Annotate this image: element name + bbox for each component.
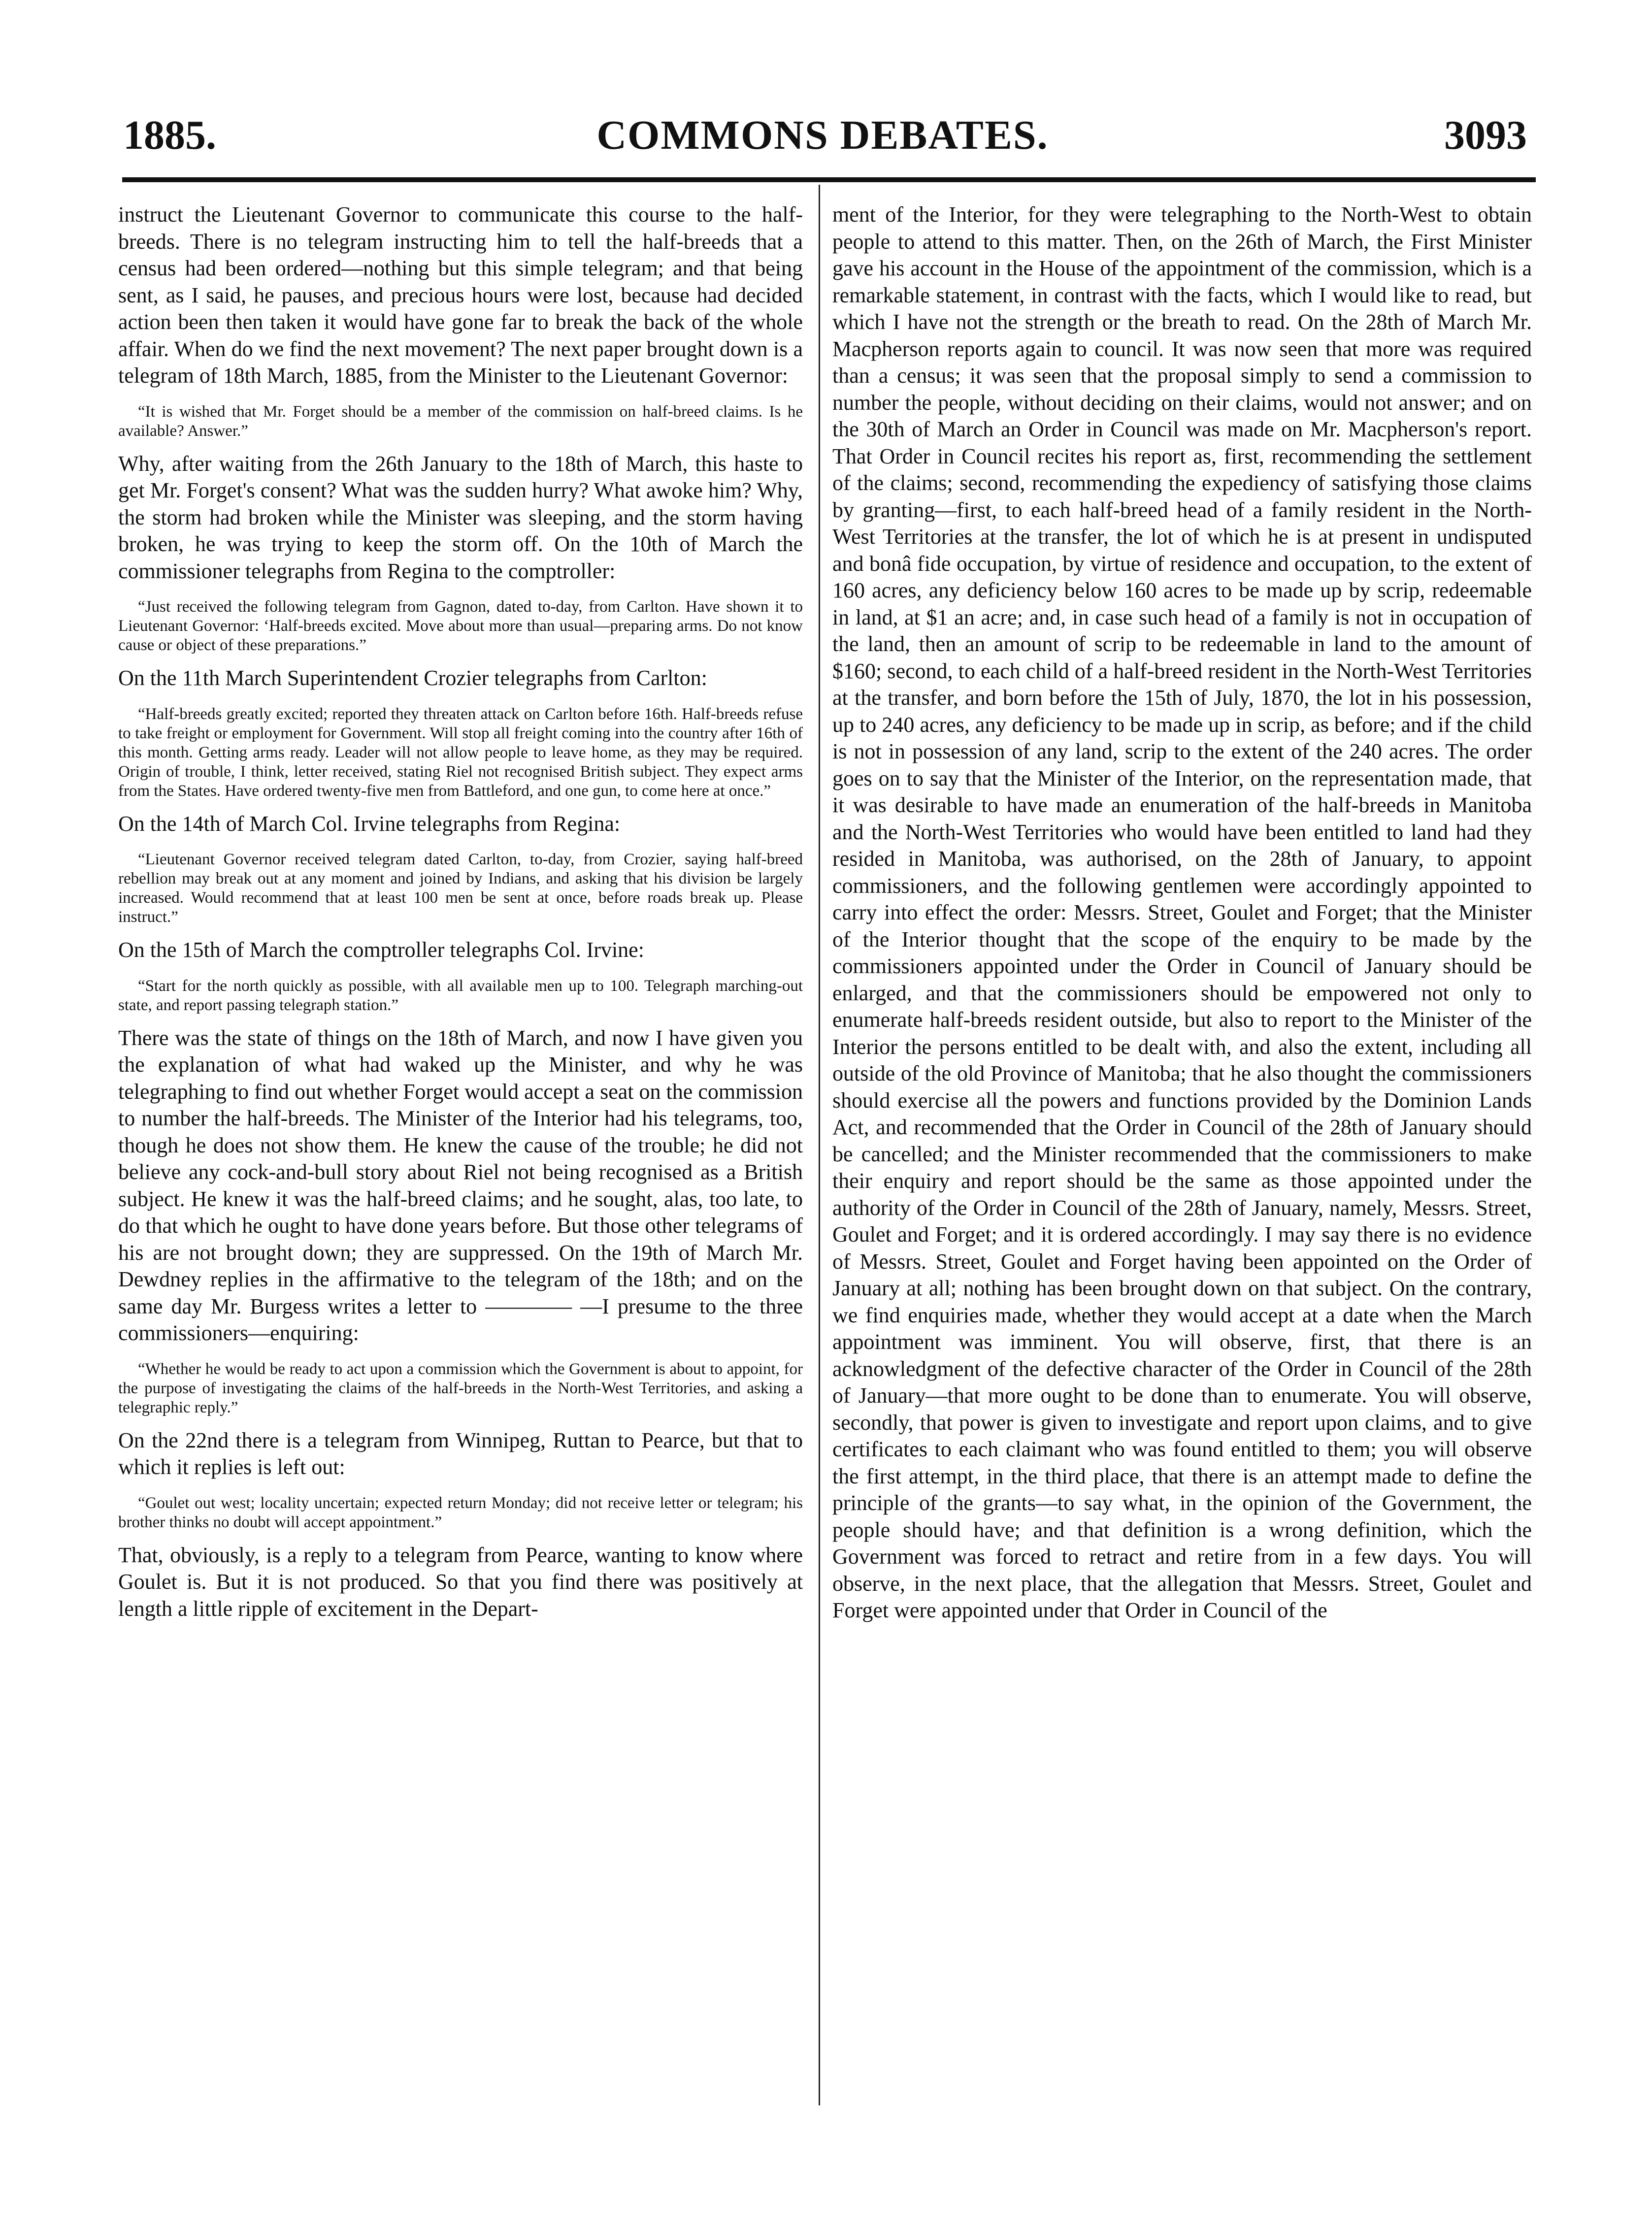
paragraph: Why, after waiting from the 26th January to the 18th of March, this haste to get Mr. Forget's consent? What was the sudden hurry? What awoke him? Why, the storm had broken while the Minister was sleeping, and the storm having broken, he was trying to keep the storm off. On the 10th of March the commissioner telegraphs from Regina to the comptroller: [118,451,803,583]
quoted-telegram: “It is wished that Mr. Forget should be a member of the commission on half-breed claims. Is he available? Answer.” [118,402,803,440]
page-header [118,106,1527,165]
paragraph: On the 11th March Superintendent Crozier telegraphs from Carlton: [118,666,707,690]
header-title: COMMONS DEBATES. [596,112,1049,158]
quoted-telegram: “Goulet out west; locality uncertain; expected return Monday; did not receive letter or telegram; his brother thinks no doubt will accept appointment.” [118,1494,803,1531]
quoted-telegram: “Just received the following telegram from Gagnon, dated to-day, from Carlton. Have shown it to Lieutenant Governor: ‘Half-breeds excited. Move about more than usual—preparing arms. Do not know cause or object of these preparations.” [118,598,803,654]
header-rule [122,177,1536,182]
paragraph: There was the state of things on the 18th of March, and now I have given you the explanation of what had waked up the Minister, and why he was telegraphing to find out whether Forget would accept a seat on the commission to number the half-breeds. The Minister of the Interior had his telegrams, too, though he does not show them. He knew the cause of the trouble; he did not believe any cock-and-bull story about Riel not being recognised as a British subject. He knew it was the half-breed claims; and he sought, alas, too late, to do that which he ought to have done years before. But those other telegrams of his are not brought down; they are suppressed. On the 19th of March Mr. Dewdney replies in the affirmative to the telegram of the 18th; and on the same day Mr. Burgess writes a letter to ———— —I presume to the three commissioners—enquiring: [118,1025,803,1345]
quoted-letter: “Whether he would be ready to act upon a commission which the Government is about to appoint, for the purpose of investigating the claims of the half-breeds in the North-West Territories, and asking a telegraphic reply.” [118,1360,803,1416]
left-column [118,199,803,1622]
column-divider [819,185,820,2105]
paragraph: instruct the Lieutenant Governor to communicate this course to the half-breeds. There is no telegram instructing him to tell the half-breeds that a census had been ordered—nothing but this simple telegram; and that being sent, as I said, he pauses, and precious hours were lost, because had decided action been then taken it would have gone far to break the back of the whole affair. When do we find the next movement? The next paper brought down is a telegram of 18th March, 1885, from the Minister to the Lieutenant Governor: [118,202,803,388]
quoted-telegram: “Lieutenant Governor received telegram dated Carlton, to-day, from Crozier, saying half-breed rebellion may break out at any moment and joined by Indians, and asking that his division be largely increased. Would recommend that at least 100 men be sent at once, before roads break up. Please instruct.” [118,851,803,926]
paragraph: ment of the Interior, for they were telegraphing to the North-West to obtain people to attend to this matter. Then, on the 26th of March, the First Minister gave his account in the House of the appointment of the commission, which is a remarkable statement, in contrast with the facts, which I would like to read, but which I have not the strength or the breath to read. On the 28th of March Mr. Macpherson reports again to council. It was now seen that more was required than a census; it was seen that the proposal simply to send a commission to number the people, without deciding on their claims, would not answer; and on the 30th of March an Order in Council was made on Mr. Macpherson's report. That Order in Council recites his report as, first, recommending the settlement of the claims; second, recommending the expediency of satisfying those claims by granting—first, to each half-breed head of a family resident in the North-West Territories at the transfer, the lot of which he is at present in undisputed and bonâ fide occupation, by virtue of residence and occupation, to the extent of 160 acres, any deficiency below 160 acres to be made up by scrip, redeemable in land, at $1 an acre; and, in case such head of a family is not in occupation of the land, then an amount of scrip to be redeemable in land to the amount of $160; second, to each child of a half-breed resident in the North-West Territories at the transfer, and born before the 15th of July, 1870, the lot in his possession, up to 240 acres, any deficiency to be made up in scrip, as before; and if the child is not in possession of any land, scrip to the extent of the 240 acres. The order goes on to say that the Minister of the Interior, on the representation made, that it was desirable to have made an enumeration of the half-breeds in Manitoba and the North-West Territories who would have been entitled to land had they resided in Manitoba, was authorised, on the 28th of January, to appoint commissioners, and the following gentlemen were accordingly appointed to carry into effect the order: Messrs. Street, Goulet and Forget; that the Minister of the Interior thought that the scope of the enquiry to be made by the commissioners appointed under the Order in Council of January should be enlarged, and that the commissioners should be empowered not only to enumerate half-breeds resident outside, but also to report to the Minister of the Interior the persons entitled to be dealt with, and also the extent, including all outside of the old Province of Manitoba; that he also thought the commissioners should exercise all the powers and functions provided by the Dominion Lands Act, and recommended that the Order in Council of the 28th of January should be cancelled; and the Minister recommended that the commissioners to make their enquiry and report should be the same as those appointed under the authority of the Order in Council of the 28th of January, namely, Messrs. Street, Goulet and Forget; and it is ordered accordingly. I may say there is no evidence of Messrs. Street, Goulet and Forget having been appointed on the Order of January at all; nothing has been brought down on that subject. On the contrary, we find enquiries made, whether they would accept at a date when the March appointment was imminent. You will observe, first, that there is an acknowledgment of the defective character of the Order in Council of the 28th of January—that more ought to be done than to enumerate. You will observe, secondly, that power is given to investigate and report upon claims, and to give certificates to each claimant who was found entitled to them; you will observe the first attempt, in the third place, that there is an attempt made to define the principle of the grants—to say what, in the opinion of the Government, the people should have; and that definition is a wrong definition, which the Government was forced to retract and retire from in a few days. You will observe, in the next place, that the allegation that Messrs. Street, Goulet and Forget were appointed under that Order in Council of the [832,202,1532,1622]
quoted-telegram: “Start for the north quickly as possible, with all available men up to 100. Telegraph marching-out state, and report passing telegraph station.” [118,977,803,1014]
page-number: 3093 [1444,112,1527,158]
paragraph: On the 22nd there is a telegram from Winnipeg, Ruttan to Pearce, but that to which it replies is left out: [118,1428,803,1479]
right-column [832,199,1532,1624]
header-year: 1885. [123,112,216,158]
paragraph: That, obviously, is a reply to a telegram from Pearce, wanting to know where Goulet is. But it is not produced. So that you find there was positively at length a little ripple of excitement in the Depart- [118,1542,803,1621]
quoted-telegram: “Half-breeds greatly excited; reported they threaten attack on Carlton before 16th. Half-breeds refuse to take freight or employment for Government. Will stop all freight coming into the country after 16th of this month. Getting arms ready. Leader will not allow people to leave home, as they may be required. Origin of trouble, I think, letter received, stating Riel not recognised British subject. They expect arms from the States. Have ordered twenty-five men from Battleford, and one gun, to come here at once.” [118,705,803,800]
paragraph: On the 14th of March Col. Irvine telegraphs from Regina: [118,811,621,836]
paragraph: On the 15th of March the comptroller telegraphs Col. Irvine: [118,938,644,962]
